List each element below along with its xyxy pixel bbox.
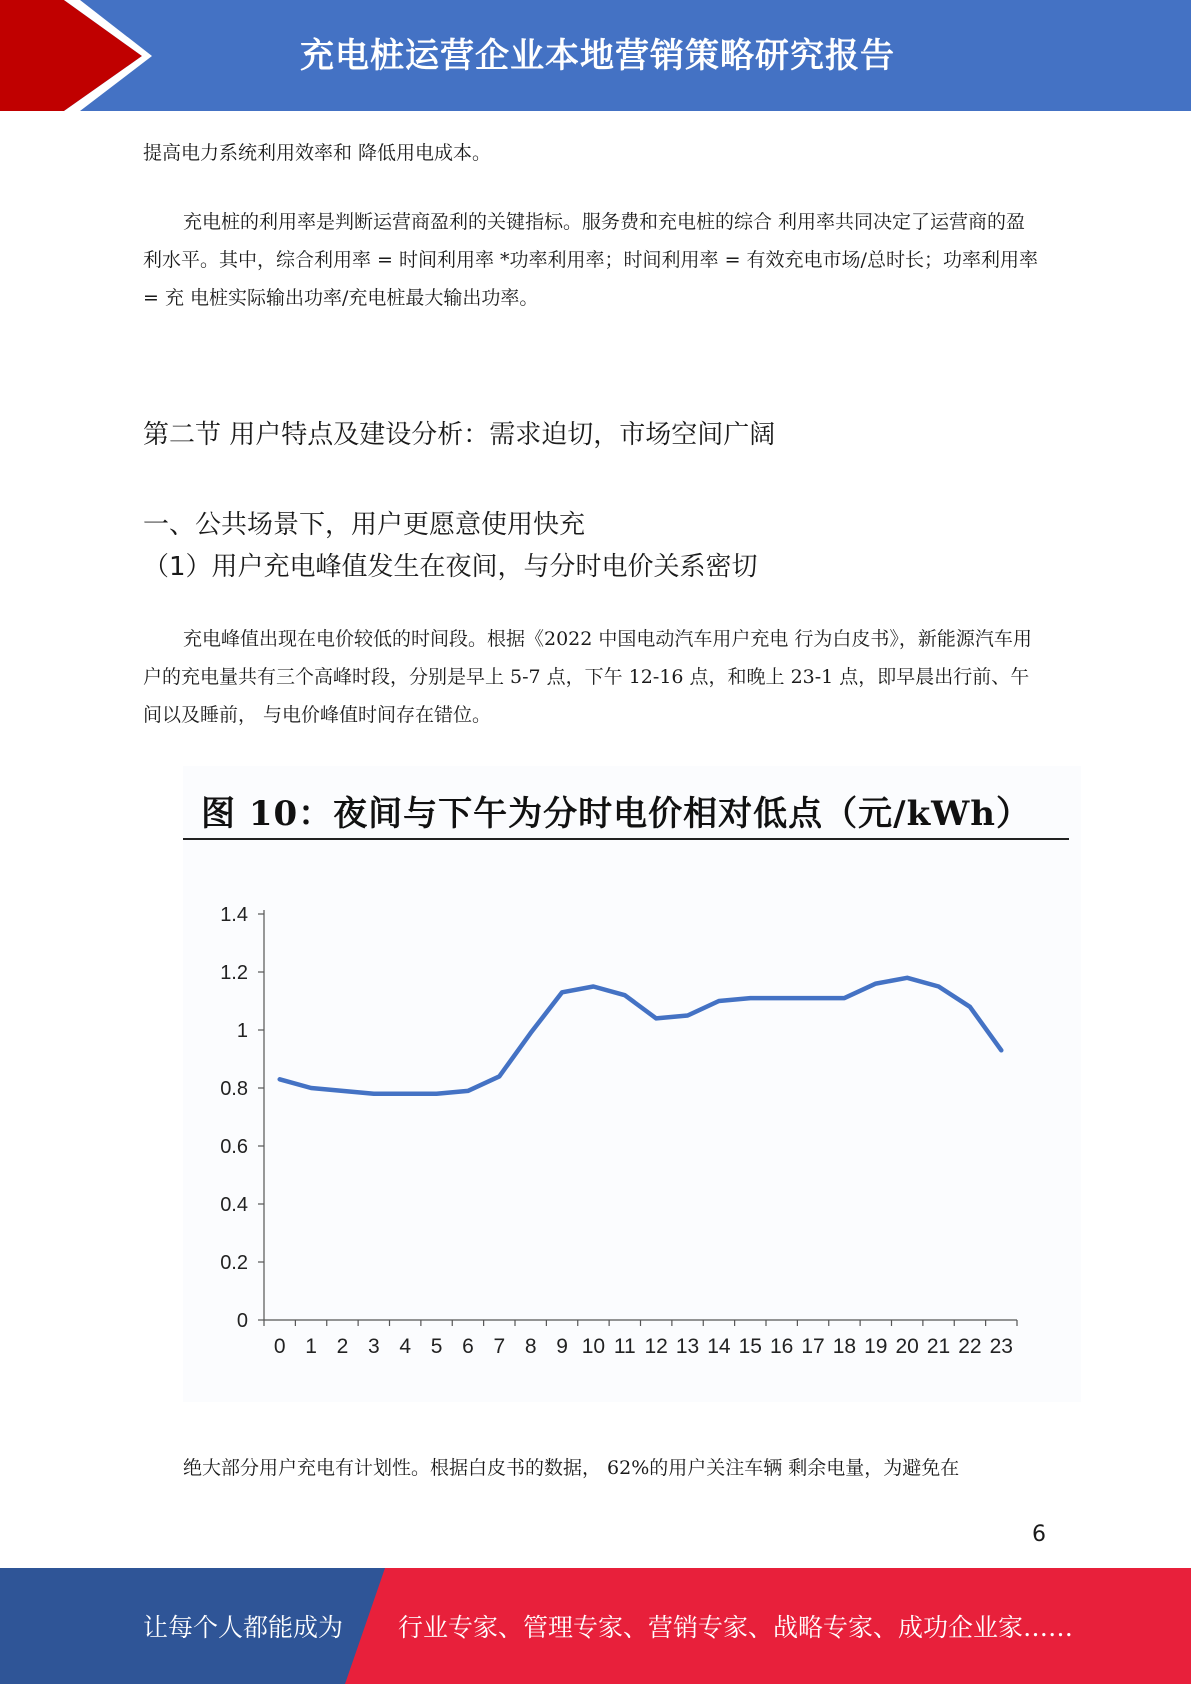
y-tick-label: 0.4: [220, 1194, 248, 1216]
y-tick-label: 0.2: [220, 1252, 248, 1274]
x-tick-label: 0: [273, 1335, 286, 1358]
x-tick-label: 4: [399, 1335, 412, 1358]
paragraph-planning: 绝大部分用户充电有计划性。根据白皮书的数据， 62%的用户关注车辆 剩余电量，为避免在: [183, 1457, 960, 1479]
x-tick-label: 22: [958, 1335, 982, 1358]
x-tick-label: 21: [926, 1335, 951, 1358]
x-tick-label: 3: [367, 1335, 380, 1358]
x-tick-label: 13: [675, 1335, 700, 1358]
subheading-fast-charge: 一、公共场景下，用户更愿意使用快充: [143, 510, 586, 540]
y-tick-label: 1: [236, 1020, 248, 1042]
page-number: 6: [1032, 1522, 1046, 1547]
y-tick-label: 0.6: [220, 1136, 248, 1158]
x-tick-label: 12: [644, 1335, 668, 1358]
x-tick-label: 8: [524, 1335, 537, 1358]
paragraph-intro: 提高电力系统利用效率和 降低用电成本。: [143, 142, 492, 164]
subheading-peak-night: （1）用户充电峰值发生在夜间，与分时电价关系密切: [143, 552, 758, 582]
y-tick-label: 0.8: [220, 1078, 248, 1100]
x-tick-label: 16: [770, 1335, 794, 1358]
x-tick-label: 9: [556, 1335, 568, 1358]
x-tick-label: 19: [864, 1335, 888, 1358]
section-heading: 第二节 用户特点及建设分析：需求迫切，市场空间广阔: [143, 420, 776, 450]
series-line: [280, 978, 1002, 1094]
footer-slogan-left: 让每个人都能成为: [143, 1613, 344, 1642]
x-tick-label: 23: [989, 1335, 1013, 1358]
figure-price-chart: [183, 766, 1081, 1402]
x-tick-label: 15: [738, 1335, 762, 1358]
x-tick-label: 10: [581, 1335, 606, 1358]
x-tick-label: 14: [707, 1335, 731, 1358]
x-tick-label: 18: [832, 1335, 857, 1358]
x-tick-label: 1: [305, 1335, 317, 1358]
y-tick-label: 1.4: [220, 904, 248, 926]
x-tick-label: 5: [430, 1335, 443, 1358]
header-title: 充电桩运营企业本地营销策略研究报告: [300, 36, 895, 76]
x-tick-label: 17: [801, 1335, 825, 1358]
page-footer: [0, 1568, 1191, 1684]
x-tick-label: 2: [336, 1335, 349, 1358]
paragraph-peak: 充电峰值出现在电价较低的时间段。根据《2022 中国电动汽车用户充电 行为白皮书》，新能源汽车用户的充电量共有三个高峰时段，分别是早上 5-7 点，下午 12-16 点，和晚上 23-1 点，即早晨出行前、午间以及睡前， 与电价峰值时间存在错位。: [143, 628, 1032, 726]
x-tick-label: 7: [493, 1335, 506, 1358]
line-chart: [183, 766, 1081, 1402]
footer-slogan-right: 行业专家、管理专家、营销专家、战略专家、成功企业家……: [398, 1613, 1074, 1642]
paragraph-utilization: 充电桩的利用率是判断运营商盈利的关键指标。服务费和充电桩的综合 利用率共同决定了运营商的盈利水平。其中，综合利用率 = 时间利用率 *功率利用率；时间利用率 = 有效充电市场/总时长；功率利用率 = 充 电桩实际输出功率/充电桩最大输出功率。: [143, 211, 1038, 309]
x-tick-label: 6: [462, 1335, 474, 1358]
y-tick-label: 0: [236, 1310, 248, 1332]
y-tick-label: 1.2: [220, 962, 248, 984]
x-tick-label: 11: [613, 1335, 636, 1358]
x-tick-label: 20: [895, 1335, 919, 1358]
figure-title: 图 10：夜间与下午为分时电价相对低点（元/kWh）: [201, 794, 1032, 834]
page-header: [0, 0, 1191, 111]
